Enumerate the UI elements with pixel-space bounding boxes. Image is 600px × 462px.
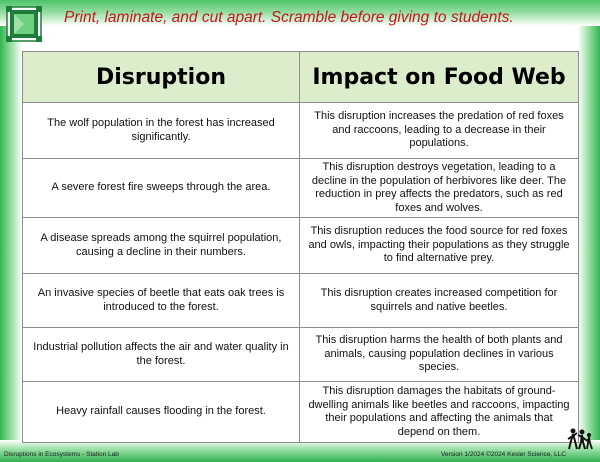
footer-title: Disruptions in Ecosystems - Station Lab — [4, 451, 119, 458]
disruption-cell: Heavy rainfall causes flooding in the forest. — [23, 382, 300, 443]
header-impact: Impact on Food Web — [299, 52, 578, 103]
kesler-logo-icon — [6, 6, 42, 42]
header-disruption: Disruption — [23, 52, 300, 103]
footer-copyright: Version 1/2024 ©2024 Kesler Science, LLC — [440, 451, 566, 458]
table-row — [23, 382, 579, 443]
disruption-cell: The wolf population in the forest has increased significantly. — [23, 103, 300, 159]
table-header-row — [23, 52, 579, 103]
table-row — [23, 218, 579, 274]
disruption-cell: An invasive species of beetle that eats oak trees is introduced to the forest. — [23, 274, 300, 328]
impact-cell: This disruption harms the health of both plants and animals, causing population declines in various species. — [299, 328, 578, 382]
table-row — [23, 159, 579, 218]
impact-cell: This disruption increases the predation of red foxes and raccoons, leading to a decrease in their populations. — [299, 103, 578, 159]
impact-cell: This disruption destroys vegetation, leading to a decline in the population of herbivores like deer. The reduction in prey affects the predators, such as red foxes and wolves. — [299, 159, 578, 218]
disruption-cell: A severe forest fire sweeps through the area. — [23, 159, 300, 218]
table-row — [23, 103, 579, 159]
disruption-table — [22, 51, 579, 443]
disruption-cell: Industrial pollution affects the air and water quality in the forest. — [23, 328, 300, 382]
impact-cell: This disruption reduces the food source for red foxes and owls, impacting their populations as they struggle to find alternative prey. — [299, 218, 578, 274]
disruption-cell: A disease spreads among the squirrel population, causing a decline in their numbers. — [23, 218, 300, 274]
instructions-text: Print, laminate, and cut apart. Scramble before giving to students. — [64, 9, 514, 26]
table-row — [23, 328, 579, 382]
table-row — [23, 274, 579, 328]
impact-cell: This disruption damages the habitats of ground-dwelling animals like beetles and raccoons, impacting their populations and affecting the animals that depend on them. — [299, 382, 578, 443]
scientists-icon — [567, 427, 593, 451]
impact-cell: This disruption creates increased competition for squirrels and native beetles. — [299, 274, 578, 328]
